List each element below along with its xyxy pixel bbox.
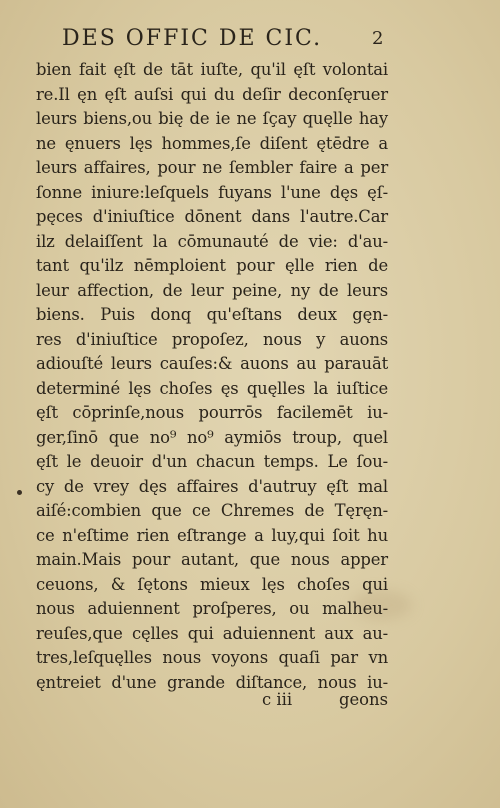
text-line: adiouſté leurs cauſes:& auons au parauāt <box>36 354 388 373</box>
body-text <box>36 58 388 695</box>
margin-dot <box>17 490 22 495</box>
signature-mark: c iii <box>262 690 293 709</box>
text-line: ęſt cōprinſe,nous pourrōs facilemēt iu- <box>36 403 388 422</box>
text-line: re.Il ęn ęſt auſsi qui du deſir deconſęruer <box>36 84 388 104</box>
text-line: ſonne iniure:leſquels fuyans l'une dęs ęſ- <box>36 182 388 202</box>
text-line: ce n'eſtime rien eſtrange a luy,qui ſoit hu <box>36 525 388 545</box>
text-line: aiſé:combien que ce Chremes de Tęręn- <box>36 501 388 520</box>
folio-number: 2 <box>372 28 384 49</box>
text-line: main.Mais pour autant, que nous apper <box>36 550 388 569</box>
text-line: tres,leſquęlles nous voyons quaſi par vn <box>36 648 388 667</box>
text-line: ęntreiet d'une grande diſtance, nous iu- <box>36 672 388 692</box>
text-line: ger,ſinō que no⁹ no⁹ aymiōs troup, quel <box>36 427 388 447</box>
catchword: geons <box>338 690 388 709</box>
text-line: cy de vrey dęs affaires d'autruy ęſt mal <box>36 476 388 496</box>
text-line: ne ęnuers lęs hommes,ſe diſent ętēdre a <box>36 133 388 153</box>
text-line: pęces d'iniuſtice dōnent dans l'autre.Car <box>36 207 388 226</box>
text-line: bien fait ęſt de tāt iuſte, qu'il ęſt volontai <box>36 60 388 79</box>
text-line: leur affection, de leur peine, ny de leurs <box>36 280 388 300</box>
text-line: tant qu'ilz nēmploient pour ęlle rien de <box>36 256 388 275</box>
text-line: ceuons, & ſętons mieux lęs choſes qui <box>36 574 388 594</box>
text-line: reuſes,que cęlles qui aduiennent aux au- <box>36 623 388 643</box>
text-line: res d'iniuſtice propoſez, nous y auons <box>36 329 388 349</box>
text-line: determiné lęs choſes ęs quęlles la iuſtice <box>36 378 388 398</box>
text-line: leurs biens,ou bię de ie ne ſçay quęlle hay <box>36 109 388 128</box>
text-line: nous aduiennent proſperes, ou malheu- <box>36 599 388 618</box>
running-head: DES OFFIC DE CIC. <box>62 26 323 51</box>
text-line: leurs affaires, pour ne ſembler faire a per <box>36 158 388 177</box>
text-line: ęſt le deuoir d'un chacun temps. Le ſou- <box>36 452 388 471</box>
page-footer <box>36 690 388 716</box>
text-line: ilz delaiſſent la cōmunauté de vie: d'au- <box>36 231 388 251</box>
text-line: biens. Puis donq qu'eſtans deux gęn- <box>36 305 388 324</box>
